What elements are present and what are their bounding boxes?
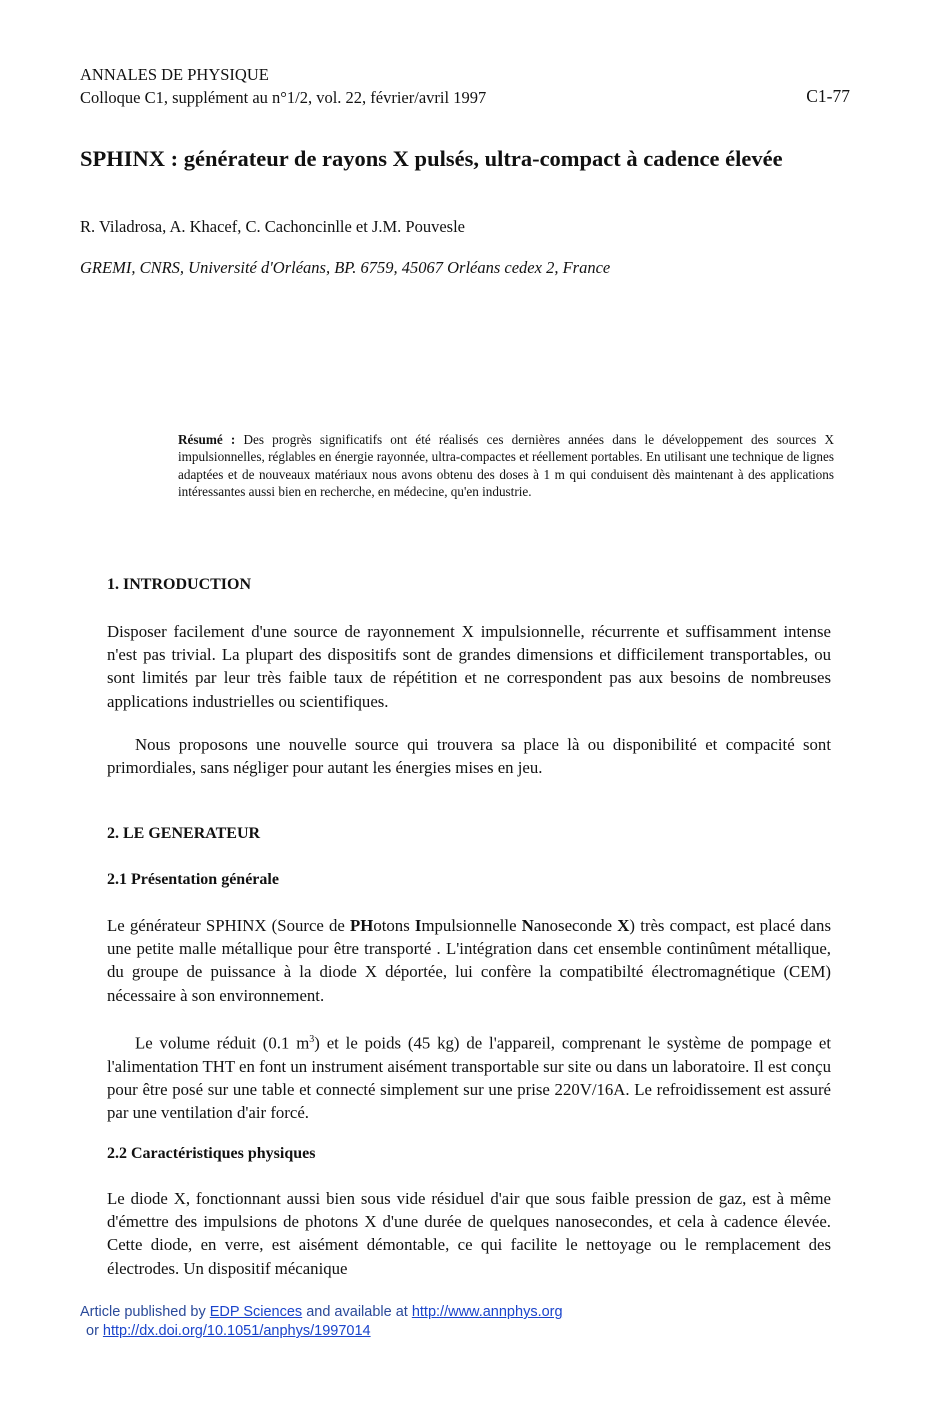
abstract-text: Des progrès significatifs ont été réalisés ces dernières années dans le développement des sources X impulsionnelles, réglables en énergie rayonnée, ultra-compactes et réellement portables. En utilisant une technique de lignes adaptées et de nouveaux matériaux nous avons obtenu des doses à 1 m qui conduisent dès maintenant à des applications intéressantes aussi bien en recherche, en médecine, qu'en industrie. <box>178 432 835 499</box>
paragraph-caracteristiques-1: Le diode X, fonctionnant aussi bien sous vide résiduel d'air que sous faible pression de gaz, est à même d'émettre des impulsions de photons X d'une durée de quelques nanosecondes, et cela à cadence élevée. Cette diode, en verre, est aisément démontable, ce qui facilite le nettoyage ou le remplacement des électrodes. Un dispositif mécanique <box>107 1189 831 1278</box>
paragraph-presentation-1: Le générateur SPHINX (Source de PHotons Impulsionnelle Nanoseconde X) très compact, est placé dans une petite malle métallique pour être transporté . L'intégration dans cet ensemble continûment métallique, du groupe de puissance à la diode X déportée, lui confère la compatibilté électromagnétique (CEM) nécessaire à son environnement. <box>107 916 831 1005</box>
journal-website-link[interactable]: http://www.annphys.org <box>411 1304 563 1320</box>
publisher-footer <box>80 1303 563 1341</box>
journal-name: ANNALES DE PHYSIQUE <box>80 65 269 84</box>
publisher-link[interactable]: EDP Sciences <box>209 1304 303 1320</box>
paragraph-intro-2: Nous proposons une nouvelle source qui trouvera sa place là ou disponibilité et compacité sont primordiales, sans négliger pour autant les énergies mises en jeu. <box>107 735 831 778</box>
paragraph-intro-1: Disposer facilement d'une source de rayonnement X impulsionnelle, récurrente et suffisamment intense n'est pas trivial. La plupart des dispositifs sont de grandes dimensions et difficilement transportables, ou sont limités par leur très faible taux de répétition et ne correspondent pas aux besoins de nombreuses applications industrielles ou scientifiques. <box>107 622 831 711</box>
section-heading-generateur: 2. LE GENERATEUR <box>107 825 261 842</box>
authors: R. Viladrosa, A. Khacef, C. Cachoncinlle et J.M. Pouvesle <box>80 217 466 236</box>
subsection-heading-caracteristiques: 2.2 Caractéristiques physiques <box>107 1145 316 1162</box>
subsection-heading-presentation: 2.1 Présentation générale <box>107 871 279 888</box>
section-heading-introduction: 1. INTRODUCTION <box>107 576 252 593</box>
paragraph-presentation-2: Le volume réduit (0.1 $m^3$) et le poids (45 kg) de l'appareil, comprenant le système de pompage et l'alimentation THT en font un instrument aisément transportable sur site ou dans un laboratoire. Il est conçu pour être posé sur une table et connecté simplement sur une prise 220V/16A. Le refroidissement est assuré par une ventilation d'air forcé. <box>107 1033 831 1123</box>
page-number: C1-77 <box>806 86 850 106</box>
abstract-label: Résumé : <box>178 432 236 447</box>
colloque-info: Colloque C1, supplément au n°1/2, vol. 22, février/avril 1997 <box>80 88 487 107</box>
footer-line-2: or http://dx.doi.org/10.1051/anphys/1997014 <box>86 1323 371 1339</box>
affiliation: GREMI, CNRS, Université d'Orléans, BP. 6759, 45067 Orléans cedex 2, France <box>80 258 611 277</box>
paper-title: SPHINX : générateur de rayons X pulsés, ultra-compact à cadence élevée <box>80 146 783 171</box>
doi-link[interactable]: http://dx.doi.org/10.1051/anphys/1997014 <box>102 1323 371 1339</box>
abstract <box>178 431 834 500</box>
footer-line-1: Article published by EDP Sciences and available at http://www.annphys.org <box>80 1304 563 1320</box>
